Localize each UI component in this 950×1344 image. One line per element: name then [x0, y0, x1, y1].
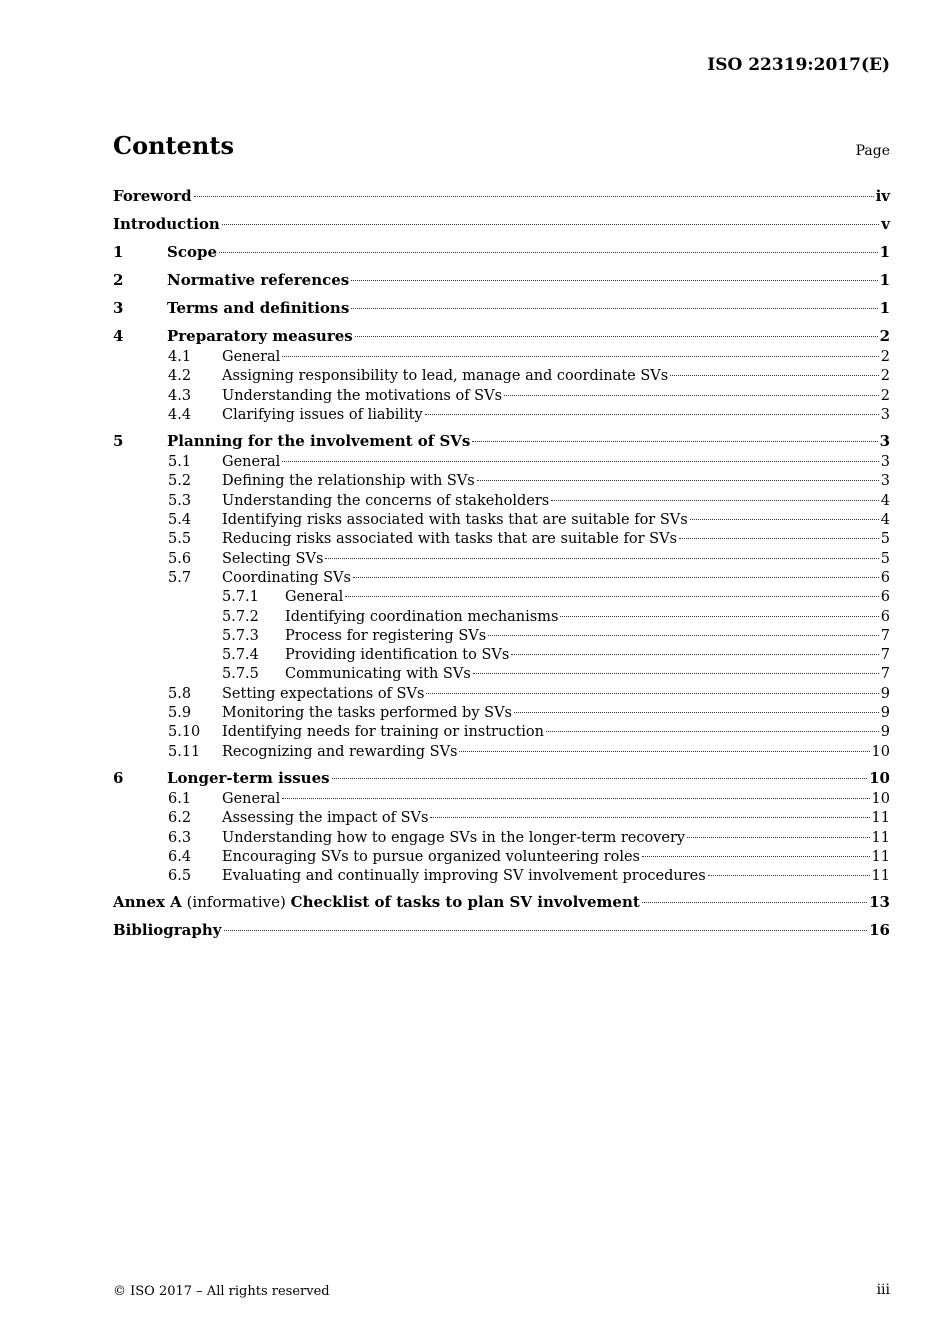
entry-line [222, 867, 890, 886]
entry-page-number: 11 [871, 868, 890, 885]
entry-line [285, 588, 890, 607]
entry-title: Foreword [113, 187, 192, 205]
entry-line [167, 268, 890, 292]
entry-line [222, 790, 890, 809]
entry-number: 5.7.5 [222, 666, 259, 683]
entry-number: 6.2 [168, 810, 192, 827]
entry-title: Identifying risks associated with tasks that are suitable for SVs [222, 512, 688, 529]
entry-line [222, 723, 890, 742]
toc-subsubclause-entry[interactable] [113, 665, 890, 684]
toc-subclause-entry[interactable] [113, 348, 890, 367]
entry-title: General [222, 790, 281, 807]
entry-number: 5.7.3 [222, 627, 259, 644]
entry-page-number: iv [875, 187, 890, 205]
entry-page-number: 7 [880, 647, 890, 664]
dot-leader [642, 902, 867, 903]
toc-subclause-entry[interactable] [113, 550, 890, 569]
entry-line [222, 367, 890, 386]
dot-leader [511, 654, 878, 655]
entry-line [113, 212, 890, 236]
toc-subclause-entry[interactable] [113, 790, 890, 809]
toc-subclause-entry[interactable] [113, 685, 890, 704]
entry-title: Selecting SVs [222, 550, 324, 567]
toc-subclause-entry[interactable] [113, 492, 890, 511]
entry-page-number: 13 [869, 893, 890, 912]
entry-line [222, 569, 890, 588]
entry-title: General [285, 589, 344, 606]
page-number: iii [876, 1282, 890, 1298]
toc-subclause-entry[interactable] [113, 406, 890, 425]
entry-page-number: 5 [880, 550, 890, 567]
dot-leader [351, 280, 877, 281]
entry-number: 5.9 [168, 705, 192, 722]
dot-leader [219, 252, 878, 253]
entry-title: Understanding how to engage SVs in the longer-term recovery [222, 829, 686, 846]
dot-leader [687, 837, 869, 838]
annex-qualifier: (informative) [186, 893, 286, 912]
entry-number: 5.6 [168, 550, 192, 567]
entry-page-number: 6 [880, 589, 890, 606]
entry-title: Process for registering SVs [285, 627, 487, 644]
toc-subclause-entry[interactable] [113, 829, 890, 848]
toc-subclause-entry[interactable] [113, 848, 890, 867]
entry-line [222, 406, 890, 425]
entry-page-number: 2 [880, 349, 890, 365]
entry-page-number: 9 [880, 685, 890, 702]
dot-leader [353, 577, 879, 578]
entry-number: 3 [113, 299, 124, 317]
entry-number: 5.7.2 [222, 608, 259, 625]
entry-page-number: 10 [871, 790, 890, 807]
entry-number: 5 [113, 432, 124, 451]
entry-number: 1 [113, 243, 124, 261]
entry-page-number: 1 [879, 299, 890, 317]
entry-line [222, 848, 890, 867]
annex-title: Checklist of tasks to plan SV involvement [290, 893, 640, 912]
entry-title: Understanding the motivations of SVs [222, 387, 503, 404]
entry-number: 6.3 [168, 829, 192, 846]
entry-page-number: 2 [880, 368, 890, 385]
entry-page-number: 3 [880, 406, 890, 423]
dot-leader [224, 930, 868, 931]
entry-page-number: 7 [880, 666, 890, 683]
entry-number: 5.4 [168, 512, 192, 529]
dot-leader [670, 375, 879, 376]
entry-line [222, 511, 890, 530]
entry-number: 4.1 [168, 349, 192, 365]
toc-annex-a-entry[interactable] [113, 890, 890, 914]
entry-page-number: 2 [880, 387, 890, 404]
toc-subclause-entry[interactable] [113, 472, 890, 491]
entry-number: 4.4 [168, 406, 192, 423]
entry-line [167, 429, 890, 453]
toc-clause-entry[interactable] [113, 268, 890, 292]
dot-leader [477, 480, 879, 481]
dot-leader [488, 635, 879, 636]
dot-leader [514, 712, 879, 713]
entry-number: 5.7.4 [222, 647, 259, 664]
entry-title: Identifying needs for training or instruction [222, 724, 544, 741]
entry-line [222, 492, 890, 511]
entry-number: 6.4 [168, 848, 192, 865]
entry-title: Reducing risks associated with tasks that are suitable for SVs [222, 531, 677, 548]
entry-line [113, 890, 890, 914]
dot-leader [560, 616, 878, 617]
entry-title: Longer-term issues [167, 768, 330, 787]
entry-number: 5.5 [168, 531, 192, 548]
dot-leader [282, 461, 878, 462]
entry-line [222, 550, 890, 569]
entry-page-number: v [881, 215, 890, 233]
entry-page-number: 10 [869, 768, 890, 787]
entry-number: 5.3 [168, 492, 192, 509]
entry-title: Preparatory measures [167, 327, 353, 345]
entry-line [285, 665, 890, 684]
dot-leader [504, 395, 879, 396]
entry-title: Normative references [167, 271, 350, 289]
entry-number: 4.2 [168, 368, 192, 385]
toc-clause-entry[interactable] [113, 429, 890, 453]
entry-line [222, 453, 890, 472]
toc-subclause-entry[interactable] [113, 569, 890, 588]
entry-title: Introduction [113, 215, 220, 233]
entry-line [167, 766, 890, 790]
entry-title: Assigning responsibility to lead, manage and coordinate SVs [222, 368, 669, 385]
entry-line [222, 387, 890, 406]
toc-clause-entry[interactable] [113, 324, 890, 348]
dot-leader [282, 356, 878, 357]
entry-title: Evaluating and continually improving SV involvement procedures [222, 868, 706, 885]
dot-leader [430, 817, 869, 818]
toc-subclause-entry[interactable] [113, 867, 890, 886]
entry-title: Coordinating SVs [222, 569, 351, 586]
entry-line [285, 608, 890, 627]
dot-leader [282, 798, 869, 799]
toc-subclause-entry[interactable] [113, 723, 890, 742]
entry-line [222, 530, 890, 549]
entry-title: Clarifying issues of liability [222, 406, 423, 423]
entry-number: 5.1 [168, 454, 192, 471]
toc-subclause-entry[interactable] [113, 704, 890, 723]
entry-number: 6 [113, 768, 124, 787]
entry-title: Defining the relationship with SVs [222, 473, 475, 490]
entry-title: Understanding the concerns of stakeholders [222, 492, 550, 509]
entry-page-number: 10 [871, 743, 890, 760]
entry-page-number: 7 [880, 627, 890, 644]
entry-number: 5.7 [168, 569, 192, 586]
entry-number: 2 [113, 271, 124, 289]
entry-page-number: 9 [880, 705, 890, 722]
toc-clause-entry[interactable] [113, 296, 890, 320]
dot-leader [426, 693, 878, 694]
dot-leader [222, 224, 879, 225]
contents-title: Contents [113, 131, 234, 160]
entry-title: General [222, 349, 281, 365]
dot-leader [472, 441, 877, 442]
toc-clause-entry[interactable] [113, 240, 890, 264]
entry-page-number: 6 [880, 569, 890, 586]
entry-line [222, 472, 890, 491]
document-id: ISO 22319:2017(E) [707, 55, 890, 75]
toc-subclause-entry[interactable] [113, 453, 890, 472]
toc-subsubclause-entry[interactable] [113, 627, 890, 646]
dot-leader [355, 336, 878, 337]
entry-page-number: 2 [879, 327, 890, 345]
entry-line [167, 240, 890, 264]
toc-introduction-entry[interactable] [113, 212, 890, 236]
entry-number: 4.3 [168, 387, 192, 404]
entry-line [113, 184, 890, 208]
entry-title: Monitoring the tasks performed by SVs [222, 705, 512, 722]
dot-leader [551, 500, 879, 501]
entry-page-number: 1 [879, 271, 890, 289]
entry-page-number: 11 [871, 848, 890, 865]
entry-title: Setting expectations of SVs [222, 685, 425, 702]
dot-leader [690, 519, 879, 520]
copyright-notice: © ISO 2017 – All rights reserved [113, 1284, 330, 1299]
dot-leader [642, 856, 870, 857]
toc-subsubclause-entry[interactable] [113, 588, 890, 607]
entry-number: 5.2 [168, 473, 192, 490]
dot-leader [325, 558, 878, 559]
entry-number: 5.8 [168, 685, 192, 702]
annex-label: Annex A [113, 893, 182, 912]
dot-leader [473, 673, 879, 674]
toc-clause-entry[interactable] [113, 766, 890, 790]
entry-number: 5.7.1 [222, 589, 259, 606]
entry-page-number: 3 [879, 432, 890, 451]
entry-page-number: 5 [880, 531, 890, 548]
entry-line [285, 646, 890, 665]
toc-subclause-entry[interactable] [113, 511, 890, 530]
entry-title: General [222, 454, 281, 471]
entry-line [222, 743, 890, 762]
entry-page-number: 3 [880, 454, 890, 471]
entry-line [222, 829, 890, 848]
entry-number: 6.5 [168, 868, 192, 885]
entry-line [167, 296, 890, 320]
toc-subclause-entry[interactable] [113, 367, 890, 386]
entry-page-number: 4 [880, 512, 890, 529]
entry-page-number: 16 [869, 921, 890, 940]
entry-line [222, 704, 890, 723]
toc-subclause-entry[interactable] [113, 743, 890, 762]
entry-page-number: 1 [879, 243, 890, 261]
entry-line [113, 918, 890, 942]
dot-leader [679, 538, 879, 539]
entry-title: Planning for the involvement of SVs [167, 432, 471, 451]
dot-leader [332, 778, 868, 779]
entry-number: 6.1 [168, 790, 192, 807]
entry-title: Communicating with SVs [285, 666, 471, 683]
entry-title: Assessing the impact of SVs [222, 810, 429, 827]
entry-number: 4 [113, 327, 124, 345]
page-column-label: Page [855, 143, 890, 159]
toc-subclause-entry[interactable] [113, 809, 890, 828]
entry-page-number: 4 [880, 492, 890, 509]
entry-page-number: 9 [880, 724, 890, 741]
toc-subclause-entry[interactable] [113, 387, 890, 406]
entry-page-number: 11 [871, 810, 890, 827]
toc-subsubclause-entry[interactable] [113, 646, 890, 665]
entry-number: 5.11 [168, 743, 201, 760]
entry-title: Identifying coordination mechanisms [285, 608, 559, 625]
entry-page-number: 6 [880, 608, 890, 625]
entry-title: Recognizing and rewarding SVs [222, 743, 458, 760]
dot-leader [546, 731, 879, 732]
entry-title: Encouraging SVs to pursue organized volunteering roles [222, 848, 641, 865]
entry-number: 5.10 [168, 724, 201, 741]
entry-line [285, 627, 890, 646]
dot-leader [351, 308, 877, 309]
entry-line [222, 348, 890, 367]
toc-subsubclause-entry[interactable] [113, 608, 890, 627]
dot-leader [459, 751, 869, 752]
dot-leader [425, 414, 879, 415]
toc-bibliography-entry[interactable] [113, 918, 890, 942]
entry-line [167, 324, 890, 348]
entry-line [222, 685, 890, 704]
entry-title: Bibliography [113, 921, 222, 940]
dot-leader [345, 596, 878, 597]
entry-line [222, 809, 890, 828]
toc-foreword-entry[interactable] [113, 184, 890, 208]
entry-title: Terms and definitions [167, 299, 350, 317]
dot-leader [194, 196, 874, 197]
entry-page-number: 3 [880, 473, 890, 490]
entry-title: Scope [167, 243, 218, 261]
dot-leader [708, 875, 870, 876]
table-of-contents [113, 184, 890, 942]
entry-page-number: 11 [871, 829, 890, 846]
toc-subclause-entry[interactable] [113, 530, 890, 549]
entry-title: Providing identification to SVs [285, 647, 510, 664]
